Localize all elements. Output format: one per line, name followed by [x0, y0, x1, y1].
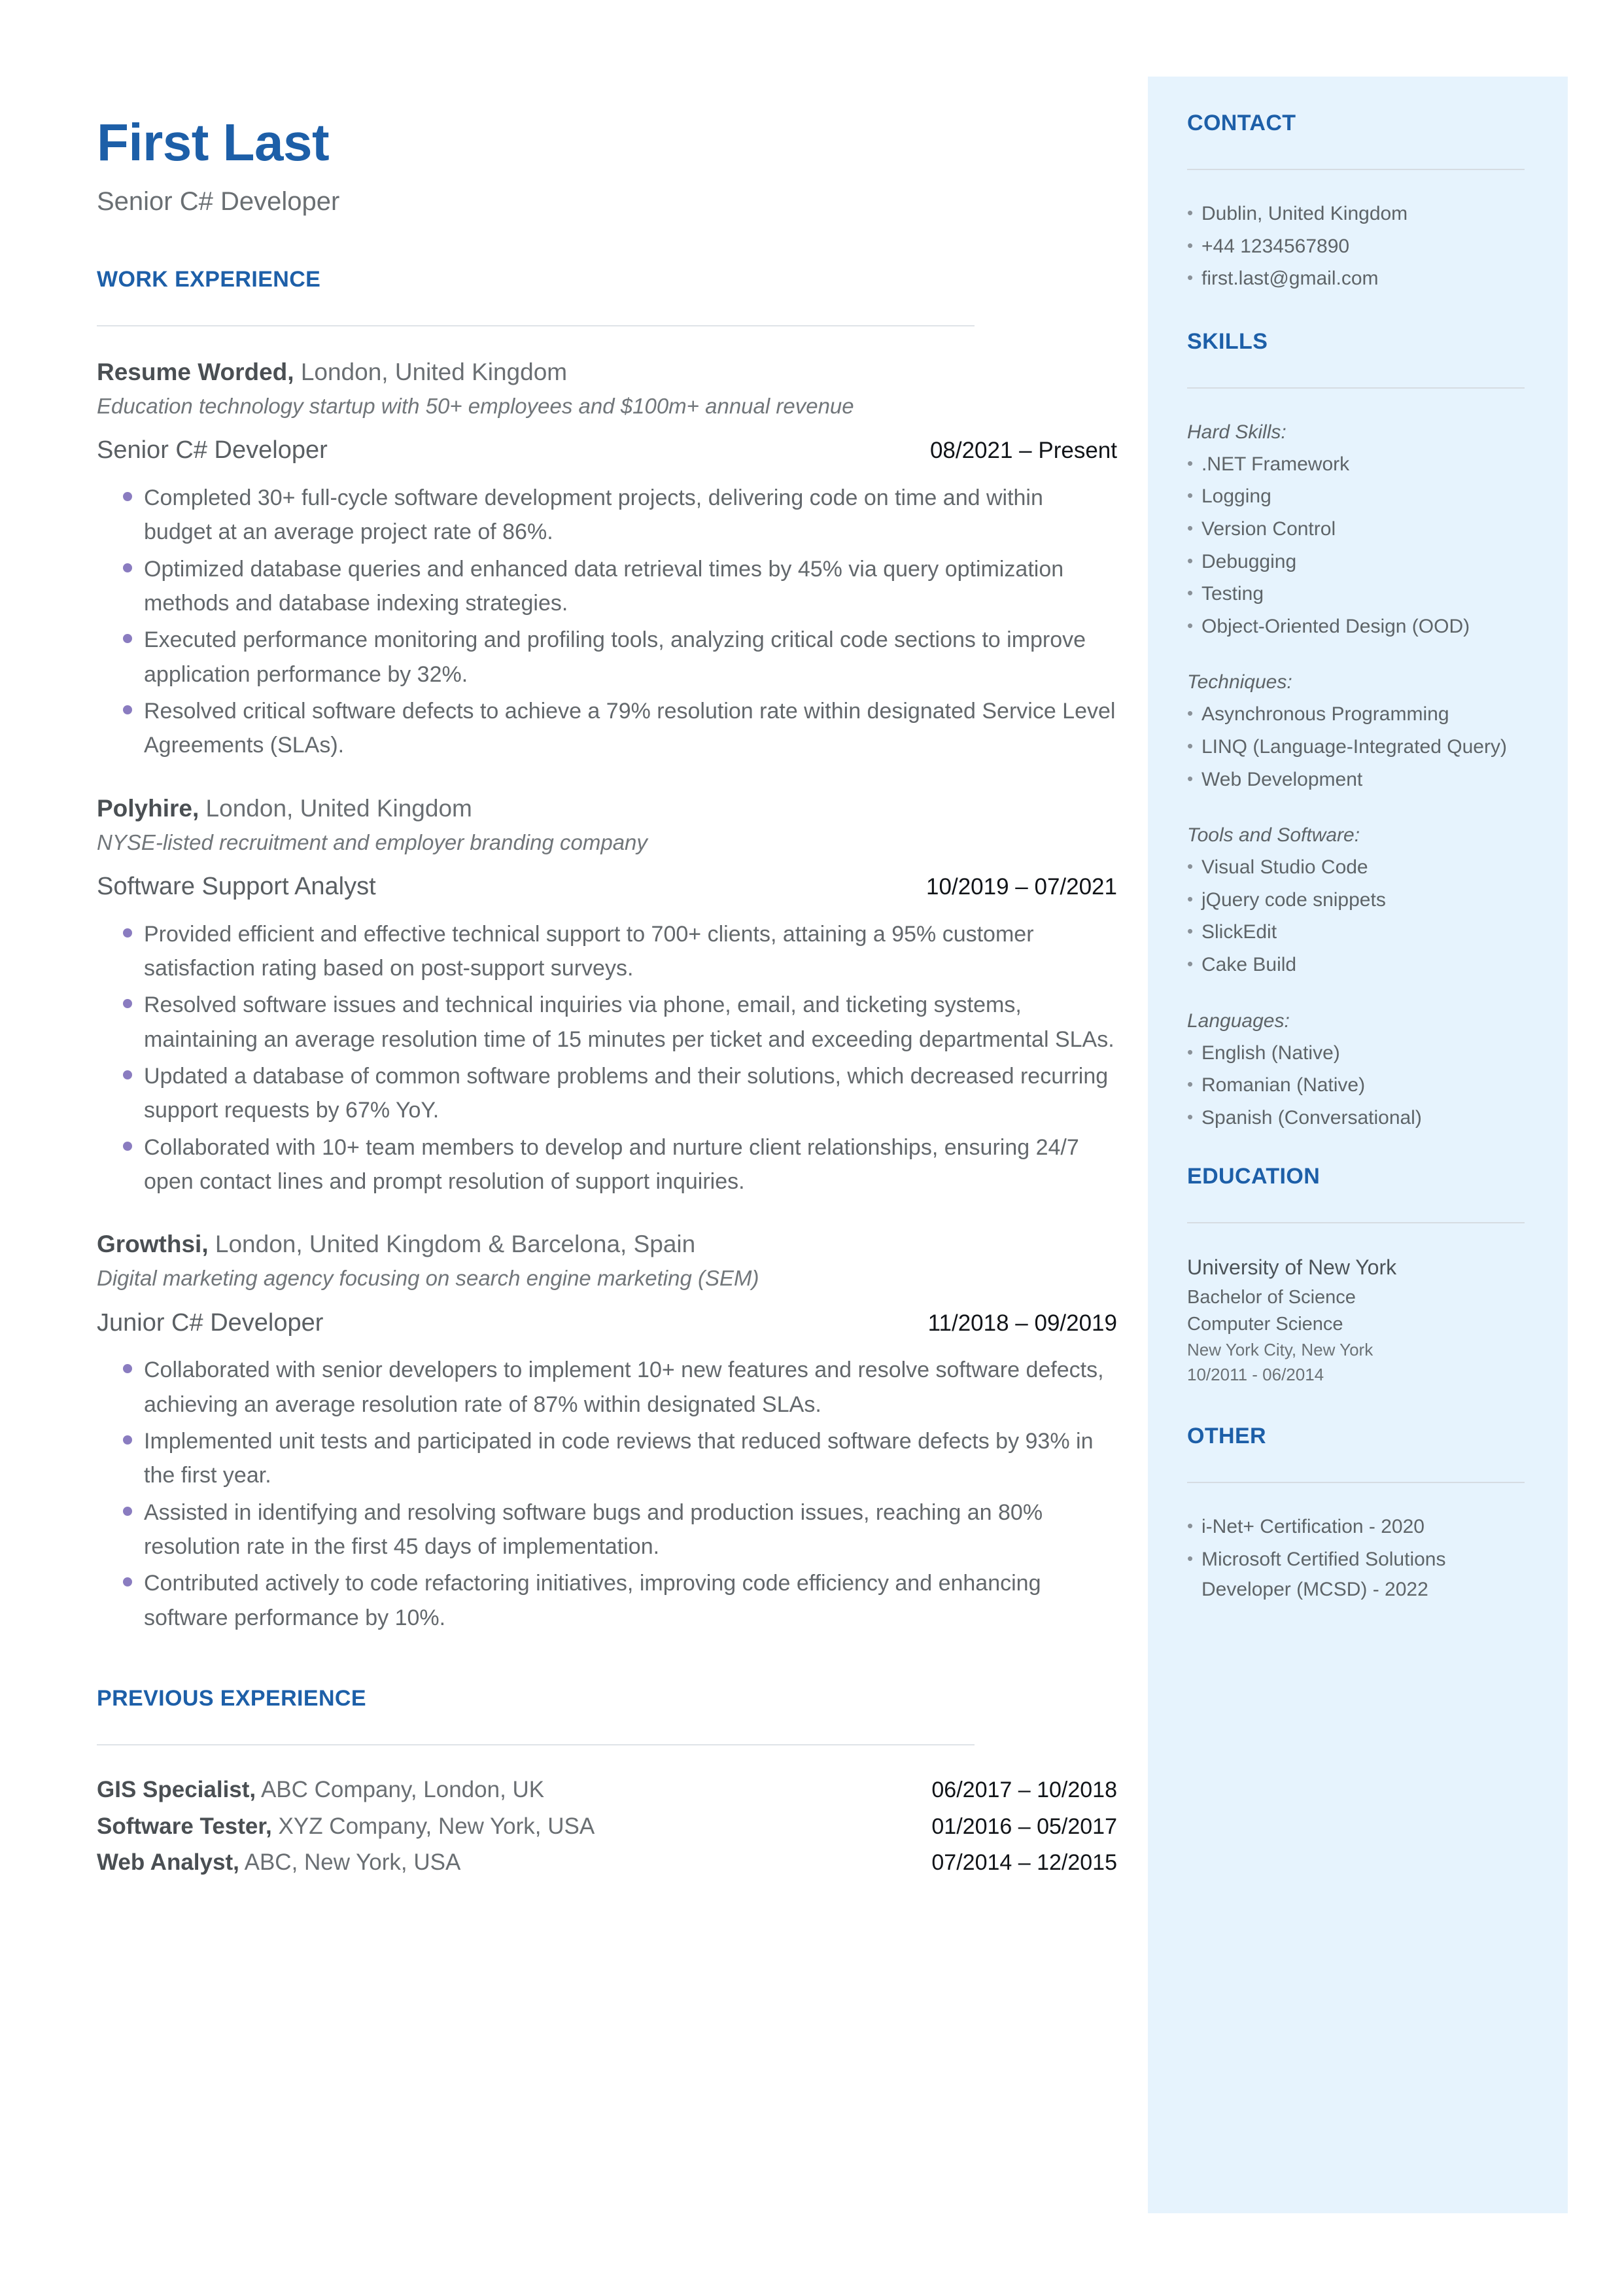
bullet-icon: •	[1187, 953, 1194, 973]
list-item	[97, 552, 1117, 621]
skill-item: Logging	[1201, 485, 1271, 508]
education-heading: EDUCATION	[1187, 1164, 1321, 1189]
bullet-text: Resolved critical software defects to achieve a 79% resolution rate within designated Service Level Agreements (SLAs).	[144, 698, 1116, 758]
skill-item: .NET Framework	[1201, 453, 1350, 475]
previous-role	[97, 1847, 460, 1878]
skill-item: SlickEdit	[1201, 921, 1277, 943]
bullet-icon: •	[1187, 453, 1194, 473]
job-entry	[97, 357, 1117, 763]
bullet-icon: •	[1187, 1516, 1194, 1536]
skill-group-tools-and-software	[1187, 820, 1530, 979]
list-item	[97, 1059, 1117, 1128]
bullet-icon	[97, 1424, 144, 1493]
sidebar-section-contact	[1187, 111, 1530, 294]
bullet-icon: •	[1187, 921, 1194, 941]
skill-item: Spanish (Conversational)	[1201, 1106, 1422, 1129]
bullet-icon: •	[1187, 703, 1194, 724]
bullet-text: Provided efficient and effective technical support to 700+ clients, attaining a 95% customer satisfaction rating based on post-support surveys.	[144, 921, 1034, 981]
bullet-icon	[97, 1059, 144, 1128]
list-item	[1187, 699, 1530, 729]
job-title-row	[97, 435, 1117, 466]
bullet-icon	[97, 917, 144, 986]
list-item	[97, 623, 1117, 692]
bullet-icon: •	[1187, 268, 1194, 288]
skill-item: Cake Build	[1201, 953, 1297, 975]
previous-role	[97, 1774, 544, 1806]
previous-role-detail: ABC, New York, USA	[239, 1849, 461, 1876]
previous-role-detail: XYZ Company, New York, USA	[271, 1813, 595, 1839]
bullet-text: Contributed actively to code refactoring initiatives, improving code efficiency and enhancing software performance by 10%.	[144, 1571, 1041, 1630]
education-field: Computer Science	[1187, 1313, 1343, 1335]
bullet-icon: •	[1187, 1042, 1194, 1062]
job-bullet-list	[97, 481, 1117, 763]
previous-role-title: Software Tester,	[97, 1813, 272, 1839]
bullet-icon: •	[1187, 735, 1194, 756]
bullet-text: Collaborated with 10+ team members to develop and nurture client relationships, ensuring 24/7 open contact lines and prompt resolution of support inquiries.	[144, 1134, 1079, 1195]
job-dates: 10/2019 – 07/2021	[926, 874, 1117, 900]
job-company-name: Growthsi,	[97, 1231, 209, 1258]
previous-role-detail: ABC Company, London, UK	[256, 1777, 545, 1803]
bullet-text: Optimized database queries and enhanced data retrieval times by 45% via query optimization methods and database indexing strategies.	[144, 556, 1064, 616]
bullet-icon: •	[1187, 517, 1194, 538]
job-bullet-list	[97, 917, 1117, 1199]
previous-experience-heading: PREVIOUS EXPERIENCE	[97, 1686, 366, 1711]
list-item	[97, 1566, 1117, 1635]
list-item	[1187, 1070, 1530, 1100]
bullet-icon: •	[1187, 203, 1194, 222]
list-item	[1187, 852, 1530, 883]
bullet-text: Executed performance monitoring and profiling tools, analyzing critical code sections to improve application performance by 32%.	[144, 627, 1086, 687]
education-divider	[1187, 1222, 1525, 1223]
certification-item: i-Net+ Certification - 2020	[1201, 1516, 1425, 1538]
list-item	[97, 1496, 1117, 1564]
bullet-icon: •	[1187, 615, 1194, 635]
job-company-description: Education technology startup with 50+ employees and $100m+ annual revenue	[97, 394, 854, 419]
bullet-text: Collaborated with senior developers to implement 10+ new features and resolve software defects, achieving an average resolution rate of 87% within designated SLAs.	[144, 1358, 1104, 1417]
list-item	[1187, 514, 1530, 544]
list-item	[1187, 917, 1530, 947]
list-item	[97, 917, 1117, 986]
skill-item: LINQ (Language-Integrated Query)	[1201, 735, 1507, 758]
list-item	[97, 1130, 1117, 1199]
bullet-text: Completed 30+ full-cycle software development projects, delivering code on time and within budget at an average project rate of 86%.	[144, 485, 1043, 545]
list-item	[97, 1353, 1117, 1422]
skills-list	[1187, 417, 1530, 1133]
skill-item: jQuery code snippets	[1201, 888, 1386, 911]
education-entry	[1187, 1252, 1530, 1387]
job-title: Software Support Analyst	[97, 873, 376, 900]
job-title: Senior C# Developer	[97, 436, 328, 464]
other-list	[1187, 1512, 1530, 1604]
skill-item: Web Development	[1201, 768, 1363, 790]
skill-group-label: Hard Skills:	[1187, 421, 1287, 443]
bullet-icon: •	[1187, 485, 1194, 506]
skill-group-label: Tools and Software:	[1187, 824, 1360, 847]
list-item	[97, 1424, 1117, 1493]
list-item	[1187, 199, 1530, 229]
skill-group-label: Techniques:	[1187, 671, 1292, 693]
skill-item: Romanian (Native)	[1201, 1074, 1366, 1096]
job-title: Junior C# Developer	[97, 1308, 324, 1337]
job-company-location: London, United Kingdom	[199, 794, 472, 822]
skill-item: English (Native)	[1201, 1042, 1340, 1064]
skill-item: Debugging	[1201, 550, 1297, 572]
bullet-icon: •	[1187, 1106, 1194, 1127]
skill-item: Version Control	[1201, 517, 1336, 540]
job-company-description: NYSE-listed recruitment and employer branding company	[97, 830, 648, 854]
bullet-icon	[97, 1353, 144, 1422]
bullet-icon: •	[1187, 1548, 1194, 1568]
other-divider	[1187, 1482, 1525, 1483]
job-role-subtitle: Senior C# Developer	[97, 187, 340, 216]
previous-role-dates: 07/2014 – 12/2015	[931, 1850, 1117, 1876]
sidebar-section-education	[1187, 1164, 1530, 1387]
skills-heading: SKILLS	[1187, 328, 1268, 354]
job-title-row	[97, 1308, 1117, 1339]
job-company	[97, 793, 1117, 824]
bullet-icon: •	[1187, 888, 1194, 909]
work-experience-divider	[97, 325, 975, 326]
table-row	[97, 1811, 1117, 1842]
job-dates: 08/2021 – Present	[929, 438, 1117, 464]
education-dates: 10/2011 - 06/2014	[1187, 1364, 1324, 1384]
list-item	[1187, 1512, 1530, 1542]
bullet-icon	[97, 1566, 144, 1635]
skill-group-techniques	[1187, 667, 1530, 794]
list-item	[1187, 482, 1530, 512]
table-row	[97, 1774, 1117, 1806]
skill-item: Object-Oriented Design (OOD)	[1201, 615, 1470, 637]
bullet-icon: •	[1187, 583, 1194, 603]
bullet-text: Implemented unit tests and participated in code reviews that reduced software defects by 93% in the first year.	[144, 1428, 1094, 1488]
list-item	[1187, 732, 1530, 762]
bullet-icon: •	[1187, 768, 1194, 788]
list-item	[1187, 264, 1530, 294]
job-company-name: Resume Worded,	[97, 359, 294, 385]
list-item	[1187, 1038, 1530, 1068]
bullet-icon	[97, 694, 144, 763]
job-title-row	[97, 871, 1117, 903]
contact-location: Dublin, United Kingdom	[1201, 203, 1408, 224]
table-row	[97, 1847, 1117, 1878]
list-item	[97, 481, 1117, 550]
bullet-icon	[97, 988, 144, 1057]
skill-item: Visual Studio Code	[1201, 856, 1368, 879]
bullet-text: Resolved software issues and technical inquiries via phone, email, and ticketing systems, maintaining an average resolution time of 15 minutes per ticket and exceeding departmental SLAs.	[144, 992, 1114, 1052]
sidebar	[1148, 77, 1568, 2213]
education-location: New York City, New York	[1187, 1340, 1373, 1360]
bullet-icon: •	[1187, 1074, 1194, 1095]
work-experience-heading: WORK EXPERIENCE	[97, 267, 321, 292]
job-entry	[97, 1229, 1117, 1635]
list-item	[97, 988, 1117, 1057]
list-item	[1187, 1545, 1530, 1604]
bullet-text: Updated a database of common software problems and their solutions, which decreased recurring support requests by 67% YoY.	[144, 1063, 1109, 1123]
education-degree: Bachelor of Science	[1187, 1286, 1356, 1308]
list-item	[97, 694, 1117, 763]
skill-group-languages	[1187, 1006, 1530, 1133]
job-bullet-list	[97, 1353, 1117, 1635]
sidebar-section-other	[1187, 1424, 1530, 1604]
list-item	[1187, 579, 1530, 609]
contact-phone: +44 1234567890	[1201, 235, 1350, 257]
job-entry	[97, 793, 1117, 1199]
job-company-location: London, United Kingdom & Barcelona, Spain	[208, 1231, 696, 1258]
list-item	[1187, 1103, 1530, 1133]
contact-divider	[1187, 169, 1525, 170]
job-company-description: Digital marketing agency focusing on search engine marketing (SEM)	[97, 1266, 759, 1291]
list-item	[1187, 232, 1530, 262]
skill-group-label: Languages:	[1187, 1009, 1290, 1032]
job-dates: 11/2018 – 09/2019	[927, 1310, 1117, 1336]
list-item	[1187, 950, 1530, 980]
skill-group-hard-skills	[1187, 417, 1530, 642]
list-item	[1187, 547, 1530, 577]
job-company	[97, 357, 1117, 388]
bullet-icon: •	[1187, 235, 1194, 255]
main-content	[97, 0, 1117, 1883]
previous-experience-divider	[97, 1744, 975, 1745]
list-item	[1187, 449, 1530, 480]
contact-heading: CONTACT	[1187, 111, 1296, 135]
previous-role-dates: 01/2016 – 05/2017	[931, 1813, 1117, 1839]
previous-role	[97, 1811, 595, 1842]
previous-experience-list	[97, 1774, 1117, 1878]
education-school: University of New York	[1187, 1255, 1397, 1280]
sidebar-section-skills	[1187, 329, 1530, 1133]
list-item	[1187, 885, 1530, 915]
bullet-icon: •	[1187, 550, 1194, 570]
bullet-icon	[97, 552, 144, 621]
bullet-icon: •	[1187, 856, 1194, 877]
contact-list	[1187, 199, 1530, 294]
bullet-text: Assisted in identifying and resolving software bugs and production issues, reaching an 80% resolution rate in the first 45 days of implementation.	[144, 1499, 1043, 1559]
bullet-icon	[97, 623, 144, 692]
job-company-location: London, United Kingdom	[294, 359, 568, 385]
skill-item: Testing	[1201, 583, 1264, 605]
job-company	[97, 1229, 1117, 1260]
contact-email: first.last@gmail.com	[1201, 268, 1379, 290]
list-item	[1187, 765, 1530, 795]
previous-role-title: GIS Specialist,	[97, 1777, 256, 1803]
job-company-name: Polyhire,	[97, 794, 199, 822]
skills-divider	[1187, 387, 1525, 389]
bullet-icon	[97, 481, 144, 550]
previous-role-title: Web Analyst,	[97, 1849, 239, 1876]
previous-role-dates: 06/2017 – 10/2018	[931, 1778, 1117, 1803]
bullet-icon	[97, 1130, 144, 1199]
list-item	[1187, 612, 1530, 642]
bullet-icon	[97, 1496, 144, 1564]
page-title: First Last	[97, 113, 330, 171]
certification-item: Microsoft Certified Solutions Developer (MCSD) - 2022	[1201, 1548, 1446, 1600]
other-heading: OTHER	[1187, 1424, 1266, 1449]
skill-item: Asynchronous Programming	[1201, 703, 1449, 726]
